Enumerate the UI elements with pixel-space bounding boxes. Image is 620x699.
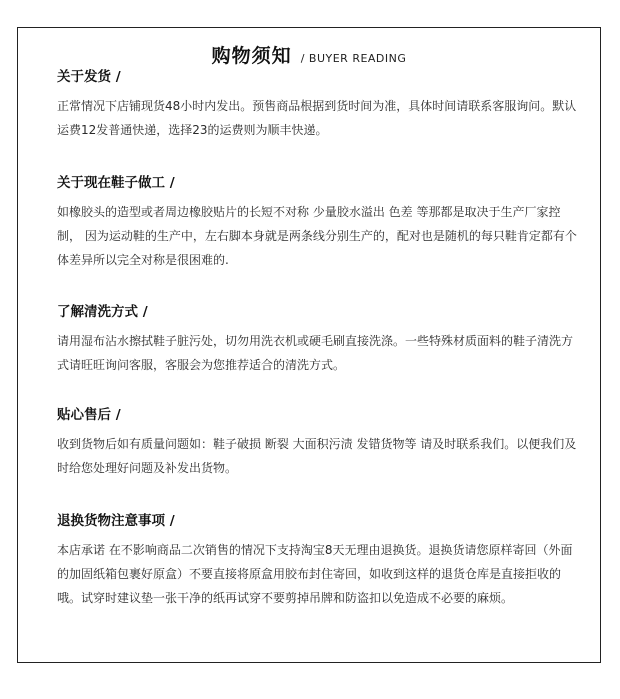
page-subtitle: / BUYER READING (300, 52, 407, 65)
section-body: 收到货物后如有质量问题如：鞋子破损 断裂 大面积污渍 发错货物等 请及时联系我们。以便我们及时给您处理好问题及补发出货物。 (57, 437, 577, 475)
section-heading: 关于发货 / (57, 69, 121, 85)
section-heading: 退换货物注意事项 / (57, 513, 175, 529)
section-body: 如橡胶头的造型或者周边橡胶贴片的长短不对称 少量胶水溢出 色差 等那都是取决于生产厂家控制， 因为运动鞋的生产中，左右脚本身就是两条线分别生产的，配对也是随机的每只鞋肯定都有个体差异所以完全对称是很困难的. (57, 205, 577, 267)
section-returns (57, 512, 577, 610)
section-heading: 贴心售后 / (57, 407, 121, 423)
section-after-sales (57, 406, 577, 480)
section-heading: 关于现在鞋子做工 / (57, 175, 175, 191)
section-body: 正常情况下店铺现货48小时内发出。预售商品根据到货时间为准，具体时间请联系客服询问。默认运费12发普通快递，选择23的运费则为顺丰快递。 (57, 99, 577, 137)
section-shoe-craftsmanship (57, 174, 577, 272)
section-body: 本店承诺 在不影响商品二次销售的情况下支持淘宝8天无理由退换货。退换货请您原样寄回（外面的加固纸箱包裹好原盒）不要直接将原盒用胶布封住寄回，如收到这样的退货仓库是直接拒收的哦。试穿时建议垫一张干净的纸再试穿不要剪掉吊牌和防盗扣以免造成不必要的麻烦。 (57, 543, 573, 605)
section-cleaning (57, 303, 577, 377)
section-heading: 了解清洗方式 / (57, 304, 148, 320)
section-body: 请用湿布沾水擦拭鞋子脏污处，切勿用洗衣机或硬毛刷直接洗涤。一些特殊材质面料的鞋子清洗方式请旺旺询问客服，客服会为您推荐适合的清洗方式。 (57, 334, 574, 372)
section-shipping (57, 68, 577, 142)
page-title: 购物须知 (211, 45, 292, 67)
